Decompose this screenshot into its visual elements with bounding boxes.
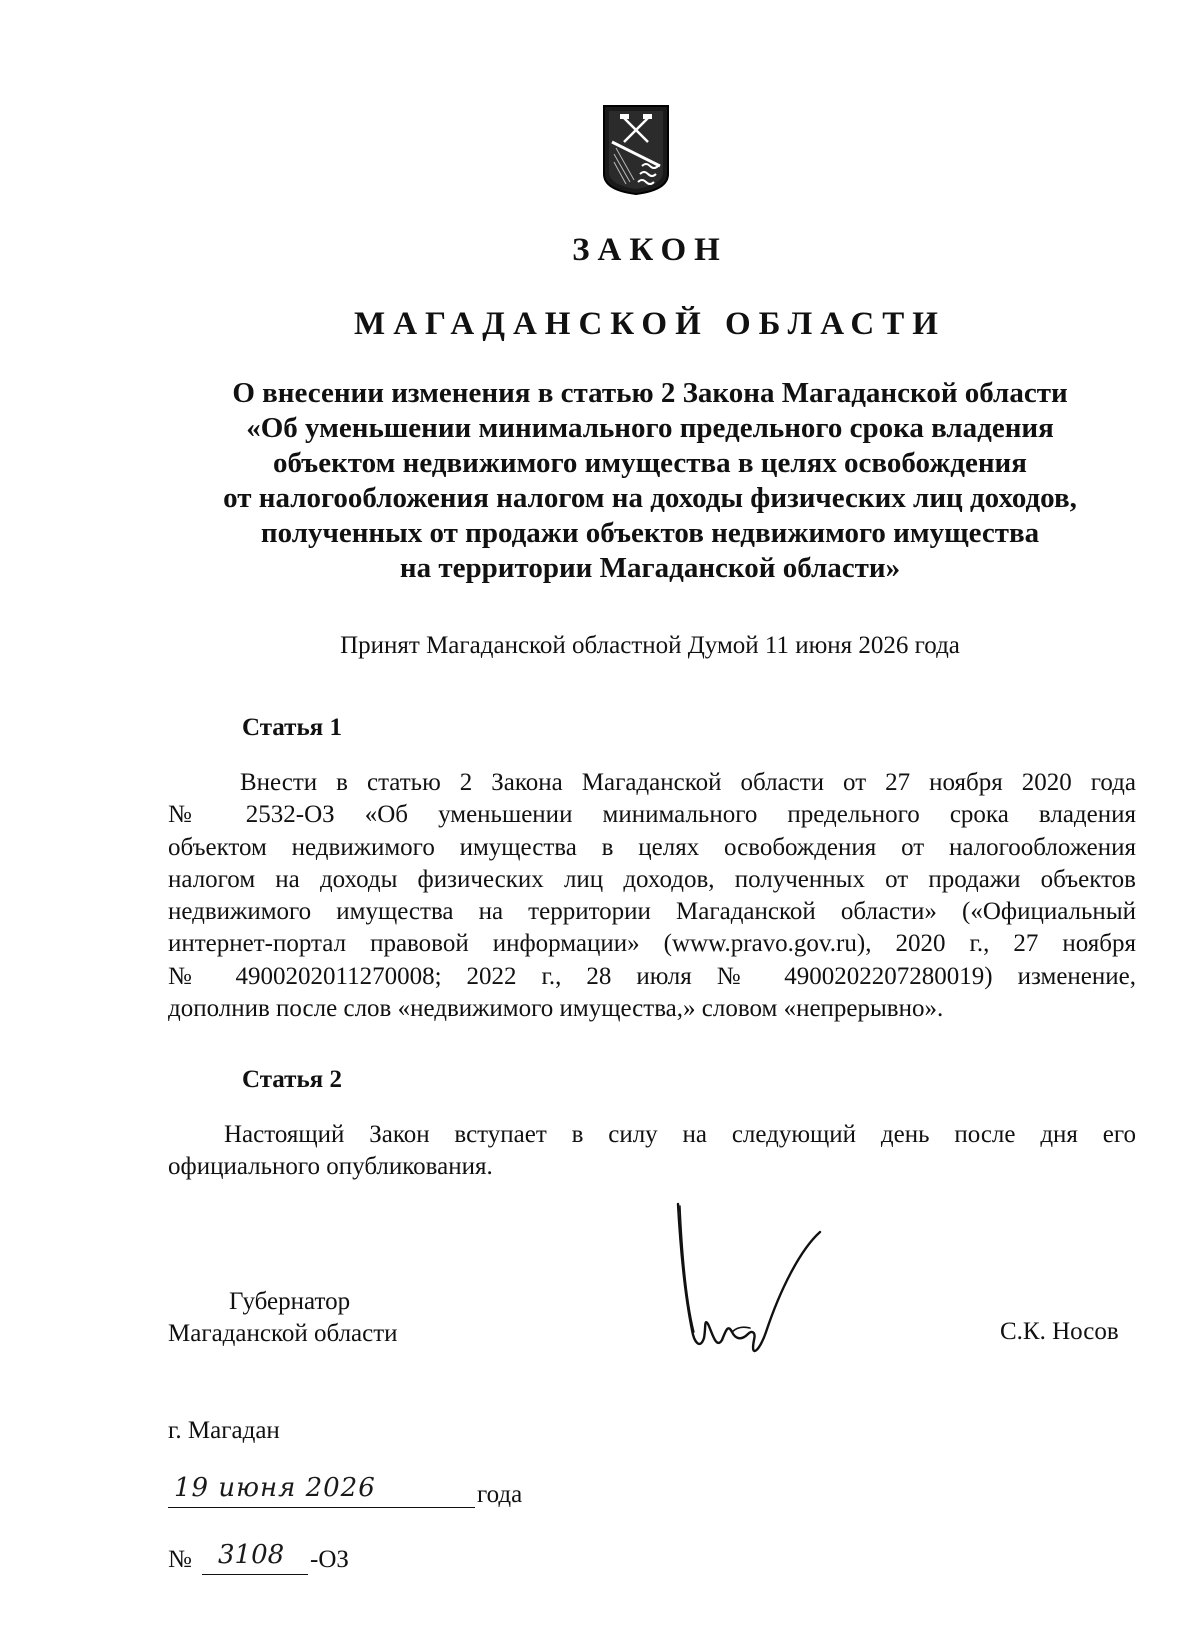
- governor-title-line: Магаданской области: [168, 1320, 398, 1347]
- number-suffix: -ОЗ: [310, 1546, 349, 1573]
- article-1-body: [168, 767, 1136, 1025]
- governor-title: [168, 1286, 398, 1350]
- law-subject: [150, 376, 1150, 586]
- number-underline: [202, 1574, 308, 1575]
- governor-name: С.К. Носов: [1000, 1318, 1119, 1345]
- date-suffix: года: [477, 1481, 523, 1508]
- number-sign: №: [168, 1546, 192, 1573]
- article-line: официального опубликования.: [168, 1153, 493, 1181]
- region-title: МАГАДАНСКОЙ ОБЛАСТИ: [354, 306, 946, 342]
- article-1-heading: Статья 1: [242, 714, 342, 741]
- article-line: дополнив после слов «недвижимого имущества,» словом «непрерывно».: [168, 995, 944, 1023]
- subject-line: полученных от продажи объектов недвижимого имущества: [260, 517, 1040, 549]
- article-line: № 2532-ОЗ «Об уменьшении минимального предельного срока владения: [168, 801, 1136, 829]
- article-line: налогом на доходы физических лиц доходов, полученных от продажи объектов: [168, 865, 1136, 893]
- law-title: ЗАКОН: [572, 232, 728, 268]
- law-number: [168, 1538, 468, 1578]
- article-line: Внести в статью 2 Закона Магаданской области от 27 ноября 2020 года: [240, 769, 1136, 796]
- article-line: объектом недвижимого имущества в целях освобождения от налогообложения: [168, 833, 1136, 861]
- article-line: интернет-портал правовой информации» (www.pravo.gov.ru), 2020 г., 27 ноября: [168, 930, 1136, 958]
- article-line: Настоящий Закон вступает в силу на следующий день после дня его: [224, 1121, 1136, 1148]
- handwritten-number: 3108: [218, 1540, 285, 1570]
- subject-line: от налогообложения налогом на доходы физических лиц доходов,: [223, 482, 1077, 514]
- subject-line: на территории Магаданской области»: [399, 552, 901, 584]
- signing-date: [168, 1473, 568, 1513]
- coat-of-arms-icon: [602, 104, 670, 196]
- governor-title-line: Губернатор: [229, 1288, 351, 1315]
- handwritten-date: 19 июня 2026: [174, 1473, 376, 1503]
- signing-city: г. Магадан: [168, 1417, 280, 1444]
- handwritten-signature-icon: [670, 1200, 850, 1380]
- article-line: № 4900202011270008; 2022 г., 28 июля № 4900202207280019) изменение,: [168, 962, 1136, 990]
- subject-line: «Об уменьшении минимального предельного срока владения: [246, 412, 1054, 444]
- article-2-body: [168, 1119, 1136, 1184]
- date-underline: [168, 1507, 475, 1508]
- article-2-heading: Статья 2: [242, 1066, 342, 1093]
- subject-line: О внесении изменения в статью 2 Закона Магаданской области: [232, 377, 1068, 409]
- adoption-note: Принят Магаданской областной Думой 11 июня 2026 года: [340, 632, 960, 659]
- subject-line: объектом недвижимого имущества в целях освобождения: [273, 447, 1027, 479]
- article-line: недвижимого имущества на территории Магаданской области» («Официальный: [168, 898, 1136, 926]
